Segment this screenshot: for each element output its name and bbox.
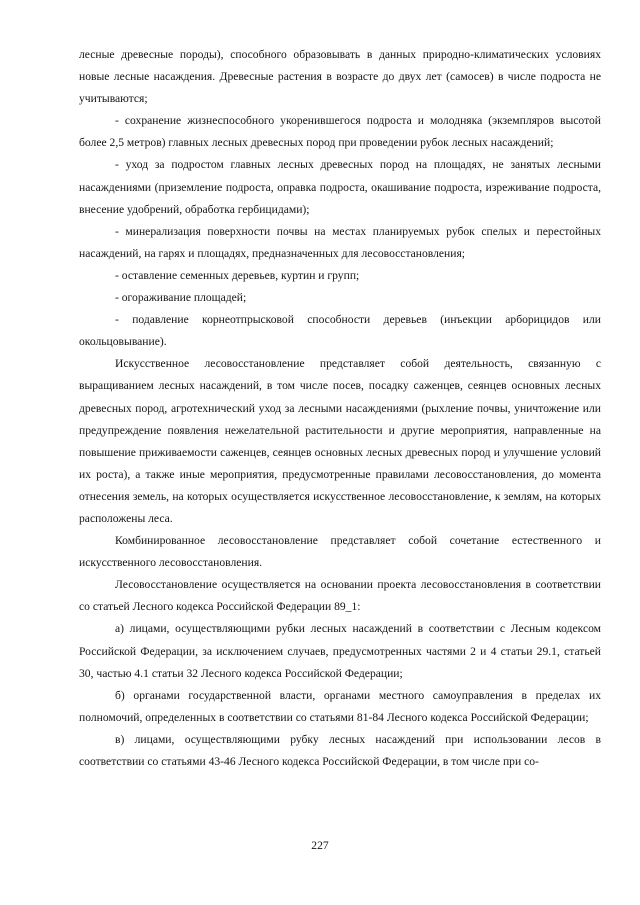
paragraph-artificial-reforestation: Искусственное лесовосстановление представляет собой деятельность, связанную с выращиванием лесных насаждений, в том числе посев, посадку саженцев, сеянцев основных лесных древесных пород, агротехнический уход за лесными насаждениями (рыхление почвы, уничтожение или предупреждение появления нежелательной растительности и другие мероприятия, направленные на повышение приживаемости саженцев, сеянцев основных лесных древесных пород и улучшение условий их роста), а также иные мероприятия, предусмотренные правилами лесовосстановления, до момента отнесения земель, на которых осуществляется искусственное лесовосстановление, к землям, на которых расположены леса.	[79, 357, 601, 525]
list-item-undergrowth-care: - уход за подростом главных лесных древесных пород на площадях, не занятых лесными насаждениями (приземление подроста, оправка подроста, окашивание подроста, изреживание подроста, внесение удобрений, обработка гербицидами);	[79, 158, 601, 216]
list-item-fencing: - огораживание площадей;	[115, 291, 247, 305]
list-item-soil-mineralization: - минерализация поверхности почвы на местах планируемых рубок спелых и перестойных насаждений, на гарях и площадях, предназначенных для лесовосстановления;	[79, 224, 601, 260]
paragraph-reforestation-basis: Лесовосстановление осуществляется на основании проекта лесовосстановления в соответствии со статьей Лесного кодекса Российской Федерации 89_1:	[79, 578, 601, 614]
page-body	[79, 44, 601, 773]
list-item-b: б) органами государственной власти, органами местного самоуправления в пределах их полномочий, определенных в соответствии со статьями 81-84 Лесного кодекса Российской Федерации;	[79, 688, 601, 724]
paragraph-continuation: лесные древесные породы), способного образовывать в данных природно-климатических условиях новые лесные насаждения. Древесные растения в возрасте до двух лет (самосев) в числе подроста не учитываются;	[79, 48, 601, 106]
paragraph-combined-reforestation: Комбинированное лесовосстановление представляет собой сочетание естественного и искусственного лесовосстановления.	[79, 534, 601, 570]
list-item-c: в) лицами, осуществляющими рубку лесных насаждений при использовании лесов в соответствии со статьями 43-46 Лесного кодекса Российской Федерации, в том числе при со-	[79, 732, 601, 768]
list-item-root-sucker-suppression: - подавление корнеотпрысковой способности деревьев (инъекции арборицидов или окольцовывание).	[79, 313, 601, 349]
list-item-preserve-undergrowth: - сохранение жизнеспособного укоренившегося подроста и молодняка (экземпляров высотой более 2,5 метров) главных лесных древесных пород при проведении рубок лесных насаждений;	[79, 114, 601, 150]
list-item-seed-trees: - оставление семенных деревьев, куртин и групп;	[115, 268, 360, 282]
list-item-a: а) лицами, осуществляющими рубки лесных насаждений в соответствии с Лесным кодексом Российской Федерации, за исключением случаев, предусмотренных частями 2 и 4 статьи 29.1, статьей 30, частью 4.1 статьи 32 Лесного кодекса Российской Федерации;	[79, 622, 601, 680]
page-number: 227	[311, 839, 329, 852]
